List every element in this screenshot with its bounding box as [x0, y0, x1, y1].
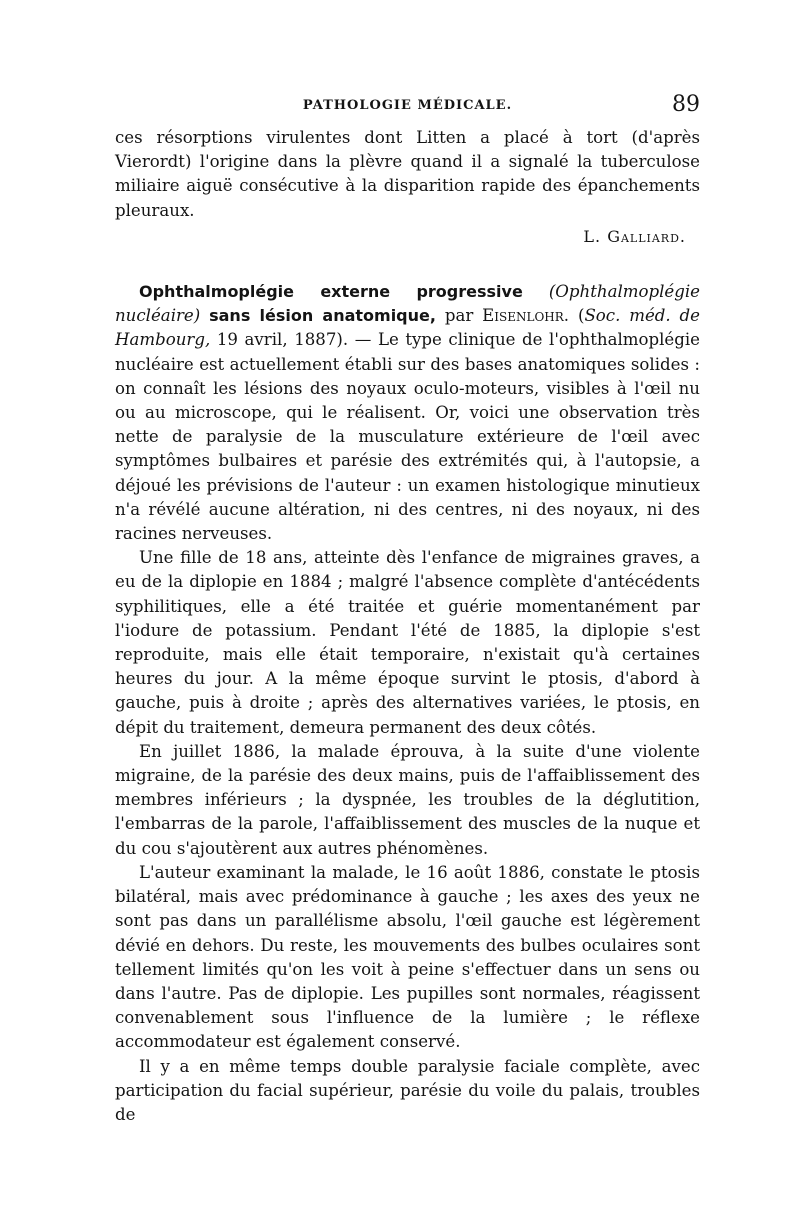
article-author: Eisenlohr.	[482, 306, 570, 326]
article-title-continuation: sans lésion anatomique,	[209, 306, 436, 326]
article-lead-paragraph	[115, 280, 700, 546]
source-journal: Soc. méd. de Hambourg,	[115, 306, 700, 350]
article	[115, 280, 700, 1127]
paragraph-july-1886: En juillet 1886, la malade éprouva, à la suite d'une violente migraine, de la parésie des deux mains, puis de l'affaiblissement des membres inférieurs ; la dyspnée, les troubles de la déglutition, l'embarras de la parole, l'affaiblissement des muscles de la nuque et du cou s'ajoutèrent aux autres phénomènes.	[115, 741, 700, 858]
article-title: Ophthalmoplégie externe progressive	[139, 282, 523, 302]
running-head	[115, 92, 700, 126]
body-text	[115, 126, 700, 1127]
source-open-paren: (	[577, 306, 585, 326]
running-title: PATHOLOGIE MÉDICALE.	[302, 98, 513, 113]
page	[115, 92, 700, 1127]
paragraph-examination: L'auteur examinant la malade, le 16 août 1886, constate le ptosis bilatéral, mais avec prédominance à gauche ; les axes des yeux ne sont pas dans un parallélisme absolu, l'œil gauche est légèrement dévié en dehors. Du reste, les mouvements des bulbes oculaires sont tellement limités qu'on les voit à peine s'effectuer dans un sens ou dans l'autre. Pas de diplopie. Les pupilles sont normales, réagissent convenablement sous l'influence de la lumière ; le réflexe accommodateur est également conservé.	[115, 862, 700, 1052]
page-number: 89	[672, 92, 700, 117]
closing-paragraph: ces résorptions virulentes dont Litten a placé à tort (d'après Vierordt) l'origine dans la plèvre quand il a signalé la tuberculose miliaire aiguë consécutive à la disparition rapide des épanchements pleuraux.	[115, 128, 700, 220]
author-signature: L. Galliard.	[583, 226, 686, 246]
source-date: 19 avril, 1887).	[216, 330, 349, 350]
byline-par: par	[444, 306, 474, 326]
paragraph-case-history: Une fille de 18 ans, atteinte dès l'enfance de migraines graves, a eu de la diplopie en 1884 ; malgré l'absence complète d'antécédents syphilitiques, elle a été traitée et guérie momentanément par l'iodure de potassium. Pendant l'été de 1885, la diplopie s'est reproduite, mais elle était temporaire, n'existait qu'à certaines heures du jour. A la même époque survint le ptosis, d'abord à gauche, puis à droite ; après des alternatives variées, le ptosis, en dépit du traitement, demeura permanent des deux côtés.	[115, 548, 700, 737]
article-intro: — Le type clinique de l'ophthalmoplégie nucléaire est actuellement établi sur des bases anatomiques solides : on connaît les lésions des noyaux oculo-moteurs, visibles à l'œil nu ou au microscope, qui le réalisent. Or, voici une observation très nette de paralysie de la musculature extérieure de l'œil avec symptômes bulbaires et parésie des extrémités qui, à l'autopsie, a déjoué les prévisions de l'auteur : un examen histologique minutieux n'a révélé aucune altération, ni des centres, ni des noyaux, ni des racines nerveuses.	[115, 330, 701, 544]
article-title-parenthetical: (Ophthalmoplégie nucléaire)	[115, 282, 700, 326]
paragraph-facial-paralysis: Il y a en même temps double paralysie faciale complète, avec participation du facial supérieur, parésie du voile du palais, troubles de	[115, 1056, 700, 1124]
